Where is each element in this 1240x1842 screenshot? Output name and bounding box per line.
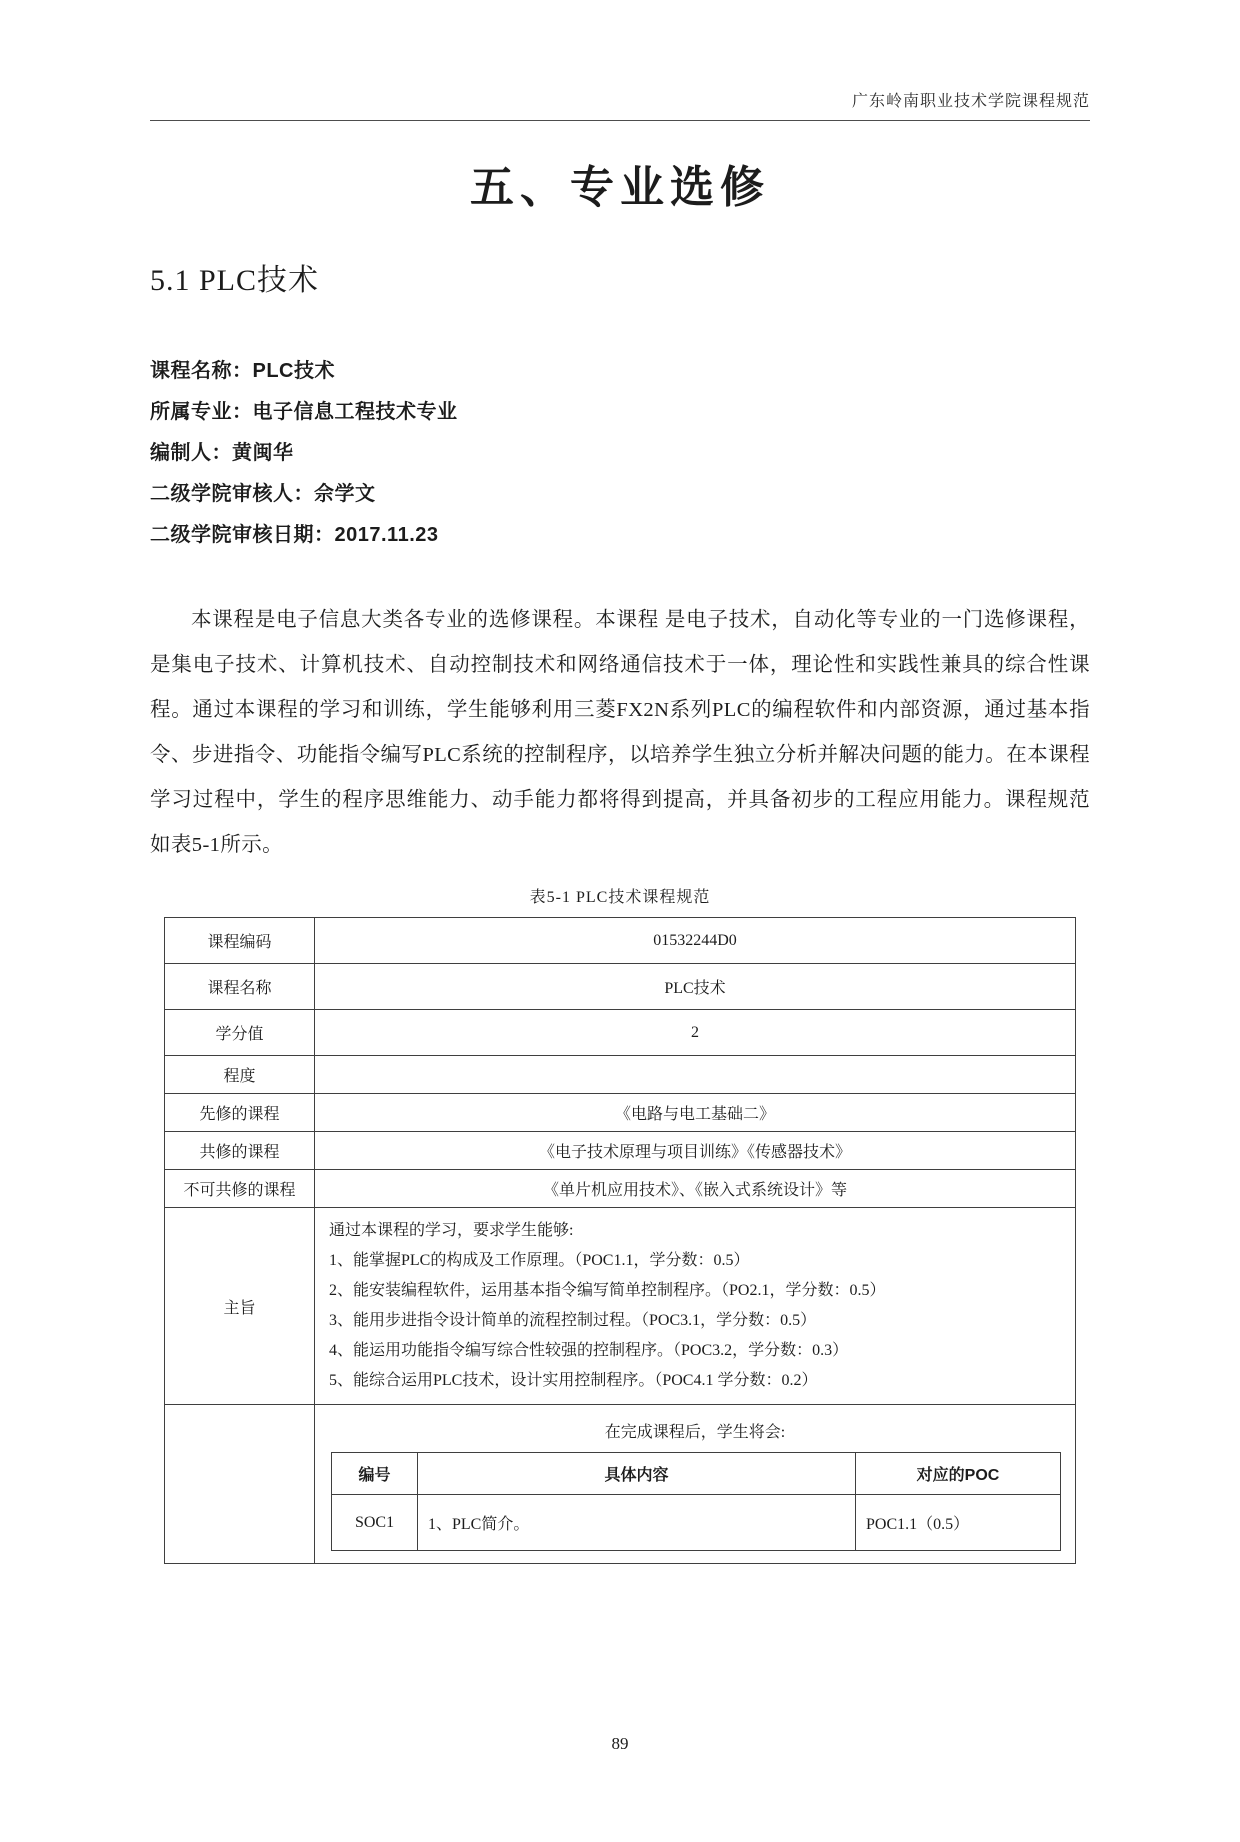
table-row (165, 1132, 1076, 1170)
purpose-item-3: 3、能用步进指令设计简单的流程控制过程。（POC3.1，学分数：0.5） (329, 1312, 817, 1329)
table-row (165, 1010, 1076, 1056)
table-row (165, 1094, 1076, 1132)
row-label-credits: 学分值 (165, 1010, 315, 1056)
table-row (165, 1170, 1076, 1208)
purpose-item-1: 1、能掌握PLC的构成及工作原理。（POC1.1，学分数：0.5） (329, 1252, 750, 1269)
outcomes-row (332, 1495, 1061, 1551)
page-content (150, 88, 1090, 1564)
table-row (165, 964, 1076, 1010)
course-meta-block (150, 351, 1090, 556)
row-value-corequisites: 《电子技术原理与项目训练》《传感器技术》 (315, 1132, 1076, 1170)
table-row-outcomes (165, 1405, 1076, 1564)
intro-paragraph: 本课程是电子信息大类各专业的选修课程。本课程 是电子技术，自动化等专业的一门选修课程，是集电子技术、计算机技术、自动控制技术和网络通信技术于一体，理论性和实践性兼具的综合性课程。通过本课程的学习和训练，学生能够利用三菱FX2N系列PLC的编程软件和内部资源，通过基本指令、步进指令、功能指令编写PLC系统的控制程序，以培养学生独立分析并解决问题的能力。在本课程学习过程中，学生的程序思维能力、动手能力都将得到提高，并具备初步的工程应用能力。课程规范如表5-1所示。 (150, 609, 1090, 856)
row-label-corequisites: 共修的课程 (165, 1132, 315, 1170)
outcomes-table (331, 1452, 1061, 1551)
purpose-item-4: 4、能运用功能指令编写综合性较强的控制程序。（POC3.2，学分数：0.3） (329, 1342, 849, 1359)
outcome-content: 1、PLC简介。 (418, 1495, 856, 1551)
row-value-prerequisites: 《电路与电工基础二》 (315, 1094, 1076, 1132)
meta-reviewer: 二级学院审核人：佘学文 (150, 483, 376, 505)
row-value-excluded-courses: 《单片机应用技术》、《嵌入式系统设计》等 (315, 1170, 1076, 1208)
outcome-id: SOC1 (332, 1495, 418, 1551)
row-value-course-code: 01532244D0 (315, 918, 1076, 964)
purpose-item-2: 2、能安装编程软件，运用基本指令编写简单控制程序。（PO2.1，学分数：0.5） (329, 1282, 886, 1299)
table-caption: 表5-1 PLC技术课程规范 (529, 889, 711, 906)
outcomes-content (315, 1405, 1076, 1564)
row-label-course-code: 课程编码 (165, 918, 315, 964)
outcomes-header-row (332, 1453, 1061, 1495)
purpose-content (315, 1208, 1076, 1405)
outcomes-header-poc: 对应的POC (856, 1453, 1061, 1495)
meta-course-name: 课程名称：PLC技术 (150, 360, 335, 382)
purpose-intro: 通过本课程的学习，要求学生能够: (329, 1222, 574, 1239)
course-spec-table (164, 917, 1076, 1564)
row-label-course-name: 课程名称 (165, 964, 315, 1010)
row-label-prerequisites: 先修的课程 (165, 1094, 315, 1132)
meta-author: 编制人：黄闽华 (150, 442, 294, 464)
row-label-level: 程度 (165, 1056, 315, 1094)
outcomes-intro: 在完成课程后，学生将会: (604, 1424, 786, 1441)
section-heading: 5.1 PLC技术 (150, 264, 320, 297)
outcome-poc: POC1.1（0.5） (856, 1495, 1061, 1551)
table-row (165, 1056, 1076, 1094)
page-title: 五、专业选修 (470, 163, 770, 212)
meta-major: 所属专业：电子信息工程技术专业 (150, 401, 458, 423)
row-value-level (315, 1056, 1076, 1094)
row-label-purpose: 主旨 (165, 1208, 315, 1405)
page-number: 89 (611, 1734, 629, 1753)
row-value-course-name: PLC技术 (315, 964, 1076, 1010)
row-label-outcomes-empty (165, 1405, 315, 1564)
purpose-item-5: 5、能综合运用PLC技术，设计实用控制程序。（POC4.1 学分数：0.2） (329, 1372, 818, 1389)
table-row-purpose (165, 1208, 1076, 1405)
table-row (165, 918, 1076, 964)
outcomes-header-content: 具体内容 (418, 1453, 856, 1495)
row-value-credits: 2 (315, 1010, 1076, 1056)
row-label-excluded-courses: 不可共修的课程 (165, 1170, 315, 1208)
outcomes-header-id: 编号 (332, 1453, 418, 1495)
document-header: 广东岭南职业技术学院课程规范 (150, 88, 1090, 121)
meta-review-date: 二级学院审核日期：2017.11.23 (150, 524, 439, 546)
